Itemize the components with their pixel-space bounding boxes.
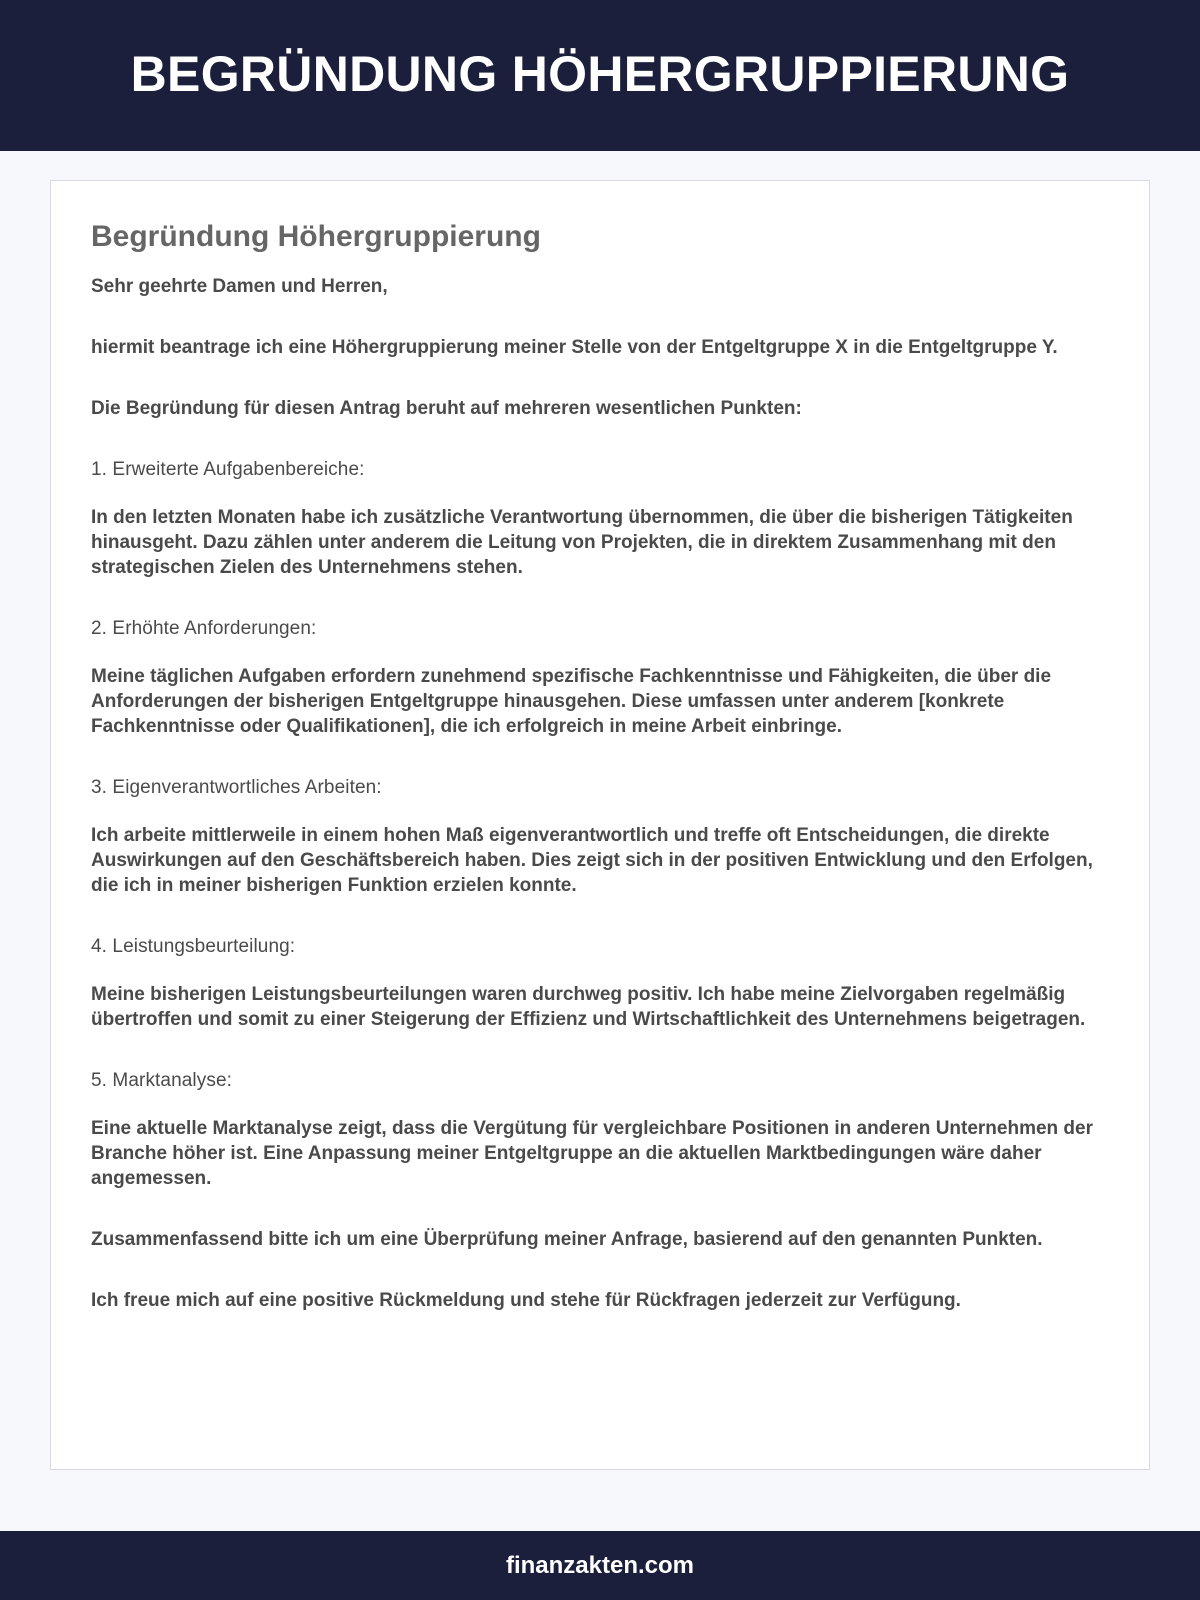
section-heading-2: 2. Erhöhte Anforderungen:	[91, 618, 317, 639]
greeting: Sehr geehrte Damen und Herren,	[91, 276, 388, 297]
section-body-1: In den letzten Monaten habe ich zusätzliche Verantwortung übernommen, die über die bisherigen Tätigkeiten hinausgeht. Dazu zählen unter anderem die Leitung von Projekten, die in direktem Zusammenhang mit den strategischen Zielen des Unternehmens stehen.	[91, 507, 1073, 578]
page-footer	[0, 1531, 1200, 1600]
section-body-4: Meine bisherigen Leistungsbeurteilungen waren durchweg positiv. Ich habe meine Zielvorgaben regelmäßig übertroffen und somit zu einer Steigerung der Effizienz und Wirtschaftlichkeit des Unternehmens beigetragen.	[91, 984, 1086, 1030]
page-title: BEGRÜNDUNG HÖHERGRUPPIERUNG	[130, 45, 1070, 102]
section-heading-4: 4. Leistungsbeurteilung:	[91, 936, 296, 957]
document-title: Begründung Höhergruppierung	[91, 220, 541, 253]
closing-paragraph: Ich freue mich auf eine positive Rückmeldung und stehe für Rückfragen jederzeit zur Verfügung.	[91, 1290, 961, 1311]
section-heading-5: 5. Marktanalyse:	[91, 1070, 232, 1091]
reasons-lead: Die Begründung für diesen Antrag beruht auf mehreren wesentlichen Punkten:	[91, 398, 802, 419]
document-card	[50, 180, 1150, 1470]
section-heading-3: 3. Eigenverantwortliches Arbeiten:	[91, 777, 382, 798]
summary-paragraph: Zusammenfassend bitte ich um eine Überprüfung meiner Anfrage, basierend auf den genannten Punkten.	[91, 1229, 1043, 1250]
page-header	[0, 0, 1200, 151]
section-body-5: Eine aktuelle Marktanalyse zeigt, dass die Vergütung für vergleichbare Positionen in anderen Unternehmen der Branche höher ist. Eine Anpassung meiner Entgeltgruppe an die aktuellen Marktbedingungen wäre daher angemessen.	[91, 1118, 1093, 1189]
footer-site-name: finanzakten.com	[505, 1551, 695, 1579]
document-body	[91, 274, 1109, 1313]
section-body-2: Meine täglichen Aufgaben erfordern zunehmend spezifische Fachkenntnisse und Fähigkeiten, die über die Anforderungen der bisherigen Entgeltgruppe hinausgehen. Diese umfassen unter anderem [konkrete Fachkenntnisse oder Qualifikationen], die ich erfolgreich in meine Arbeit einbringe.	[91, 666, 1052, 737]
section-heading-1: 1. Erweiterte Aufgabenbereiche:	[91, 459, 365, 480]
section-body-3: Ich arbeite mittlerweile in einem hohen Maß eigenverantwortlich und treffe oft Entscheidungen, die direkte Auswirkungen auf den Geschäftsbereich haben. Dies zeigt sich in der positiven Entwicklung und den Erfolgen, die ich in meiner bisherigen Funktion erzielen konnte.	[91, 825, 1093, 896]
intro-paragraph: hiermit beantrage ich eine Höhergruppierung meiner Stelle von der Entgeltgruppe X in die Entgeltgruppe Y.	[91, 337, 1058, 358]
